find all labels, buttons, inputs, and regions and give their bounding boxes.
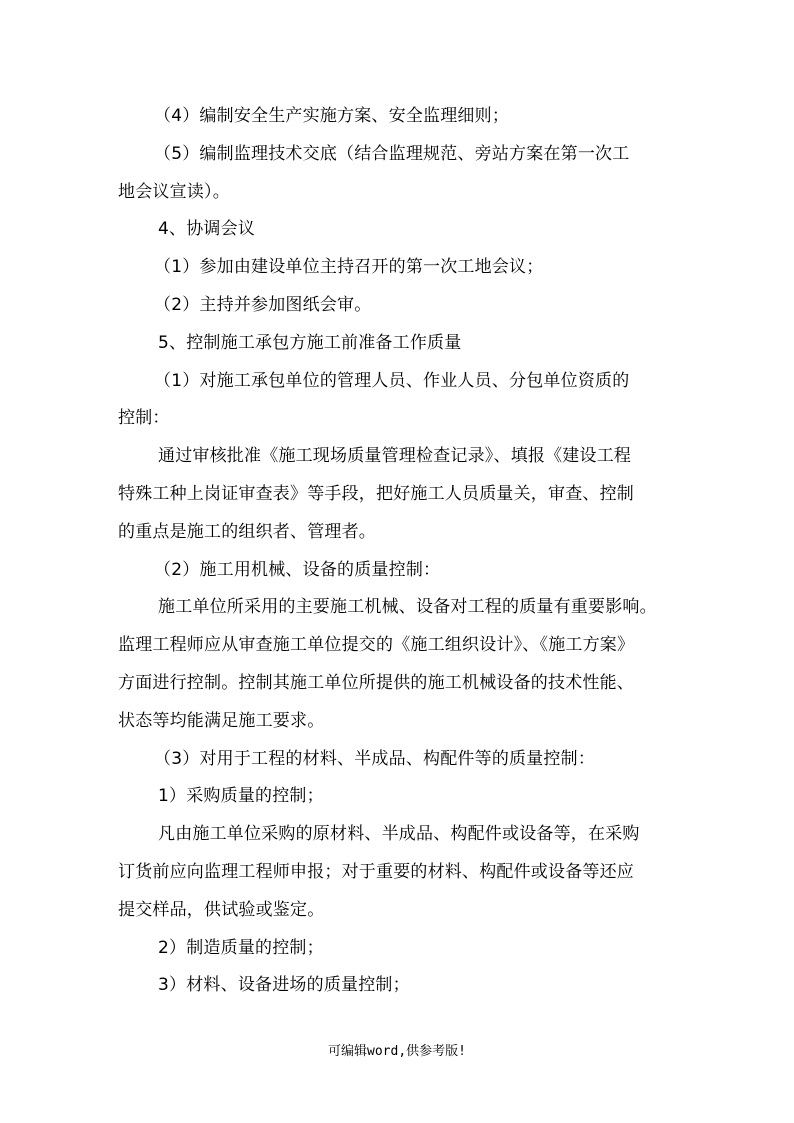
text-line: 监理工程师应从审查施工单位提交的《施工组织设计》、《施工方案》 xyxy=(118,635,635,656)
text-line: 5、控制施工承包方施工前准备工作质量 xyxy=(158,332,462,353)
text-line: 4、协调会议 xyxy=(158,219,256,240)
text-line: 提交样品，供试验或鉴定。 xyxy=(118,899,325,920)
page-footer-note: 可编辑word,供参考版! xyxy=(328,1044,466,1059)
text-line: 订货前应向监理工程师申报；对于重要的材料、构配件或设备等还应 xyxy=(118,861,634,882)
text-line: （3）对用于工程的材料、半成品、构配件等的质量控制： xyxy=(154,748,596,769)
text-line: 地会议宣读）。 xyxy=(118,181,230,202)
text-line: （2）施工用机械、设备的质量控制： xyxy=(154,559,441,580)
text-line: 的重点是施工的组织者、管理者。 xyxy=(118,521,376,542)
text-line: 方面进行控制。控制其施工单位所提供的施工机械设备的技术性能、 xyxy=(118,672,634,693)
text-line: （1）参加由建设单位主持召开的第一次工地会议； xyxy=(154,257,544,278)
document-body xyxy=(118,98,684,1005)
text-line: 特殊工种上岗证审查表》等手段，把好施工人员质量关，审查、控制 xyxy=(118,483,634,504)
text-line: 控制： xyxy=(118,408,170,429)
text-line: （4）编制安全生产实施方案、安全监理细则； xyxy=(154,106,510,126)
text-line: （1）对施工承包单位的管理人员、作业人员、分包单位资质的 xyxy=(154,370,630,391)
text-line: 2）制造质量的控制； xyxy=(158,937,324,958)
text-line: 3）材料、设备进场的质量控制； xyxy=(158,975,410,996)
text-line: 1）采购质量的控制； xyxy=(158,786,324,807)
text-line: 通过审核批准《施工现场质量管理检查记录》、填报《建设工程 xyxy=(158,446,632,467)
text-line: 施工单位所采用的主要施工机械、设备对工程的质量有重要影响。 xyxy=(158,597,657,618)
text-line: （2）主持并参加图纸会审。 xyxy=(154,294,372,315)
text-line: 凡由施工单位采购的原材料、半成品、构配件或设备等，在采购 xyxy=(158,824,640,845)
text-line: 状态等均能满足施工要求。 xyxy=(118,710,325,731)
text-line: （5）编制监理技术交底（结合监理规范、旁站方案在第一次工 xyxy=(154,143,630,164)
